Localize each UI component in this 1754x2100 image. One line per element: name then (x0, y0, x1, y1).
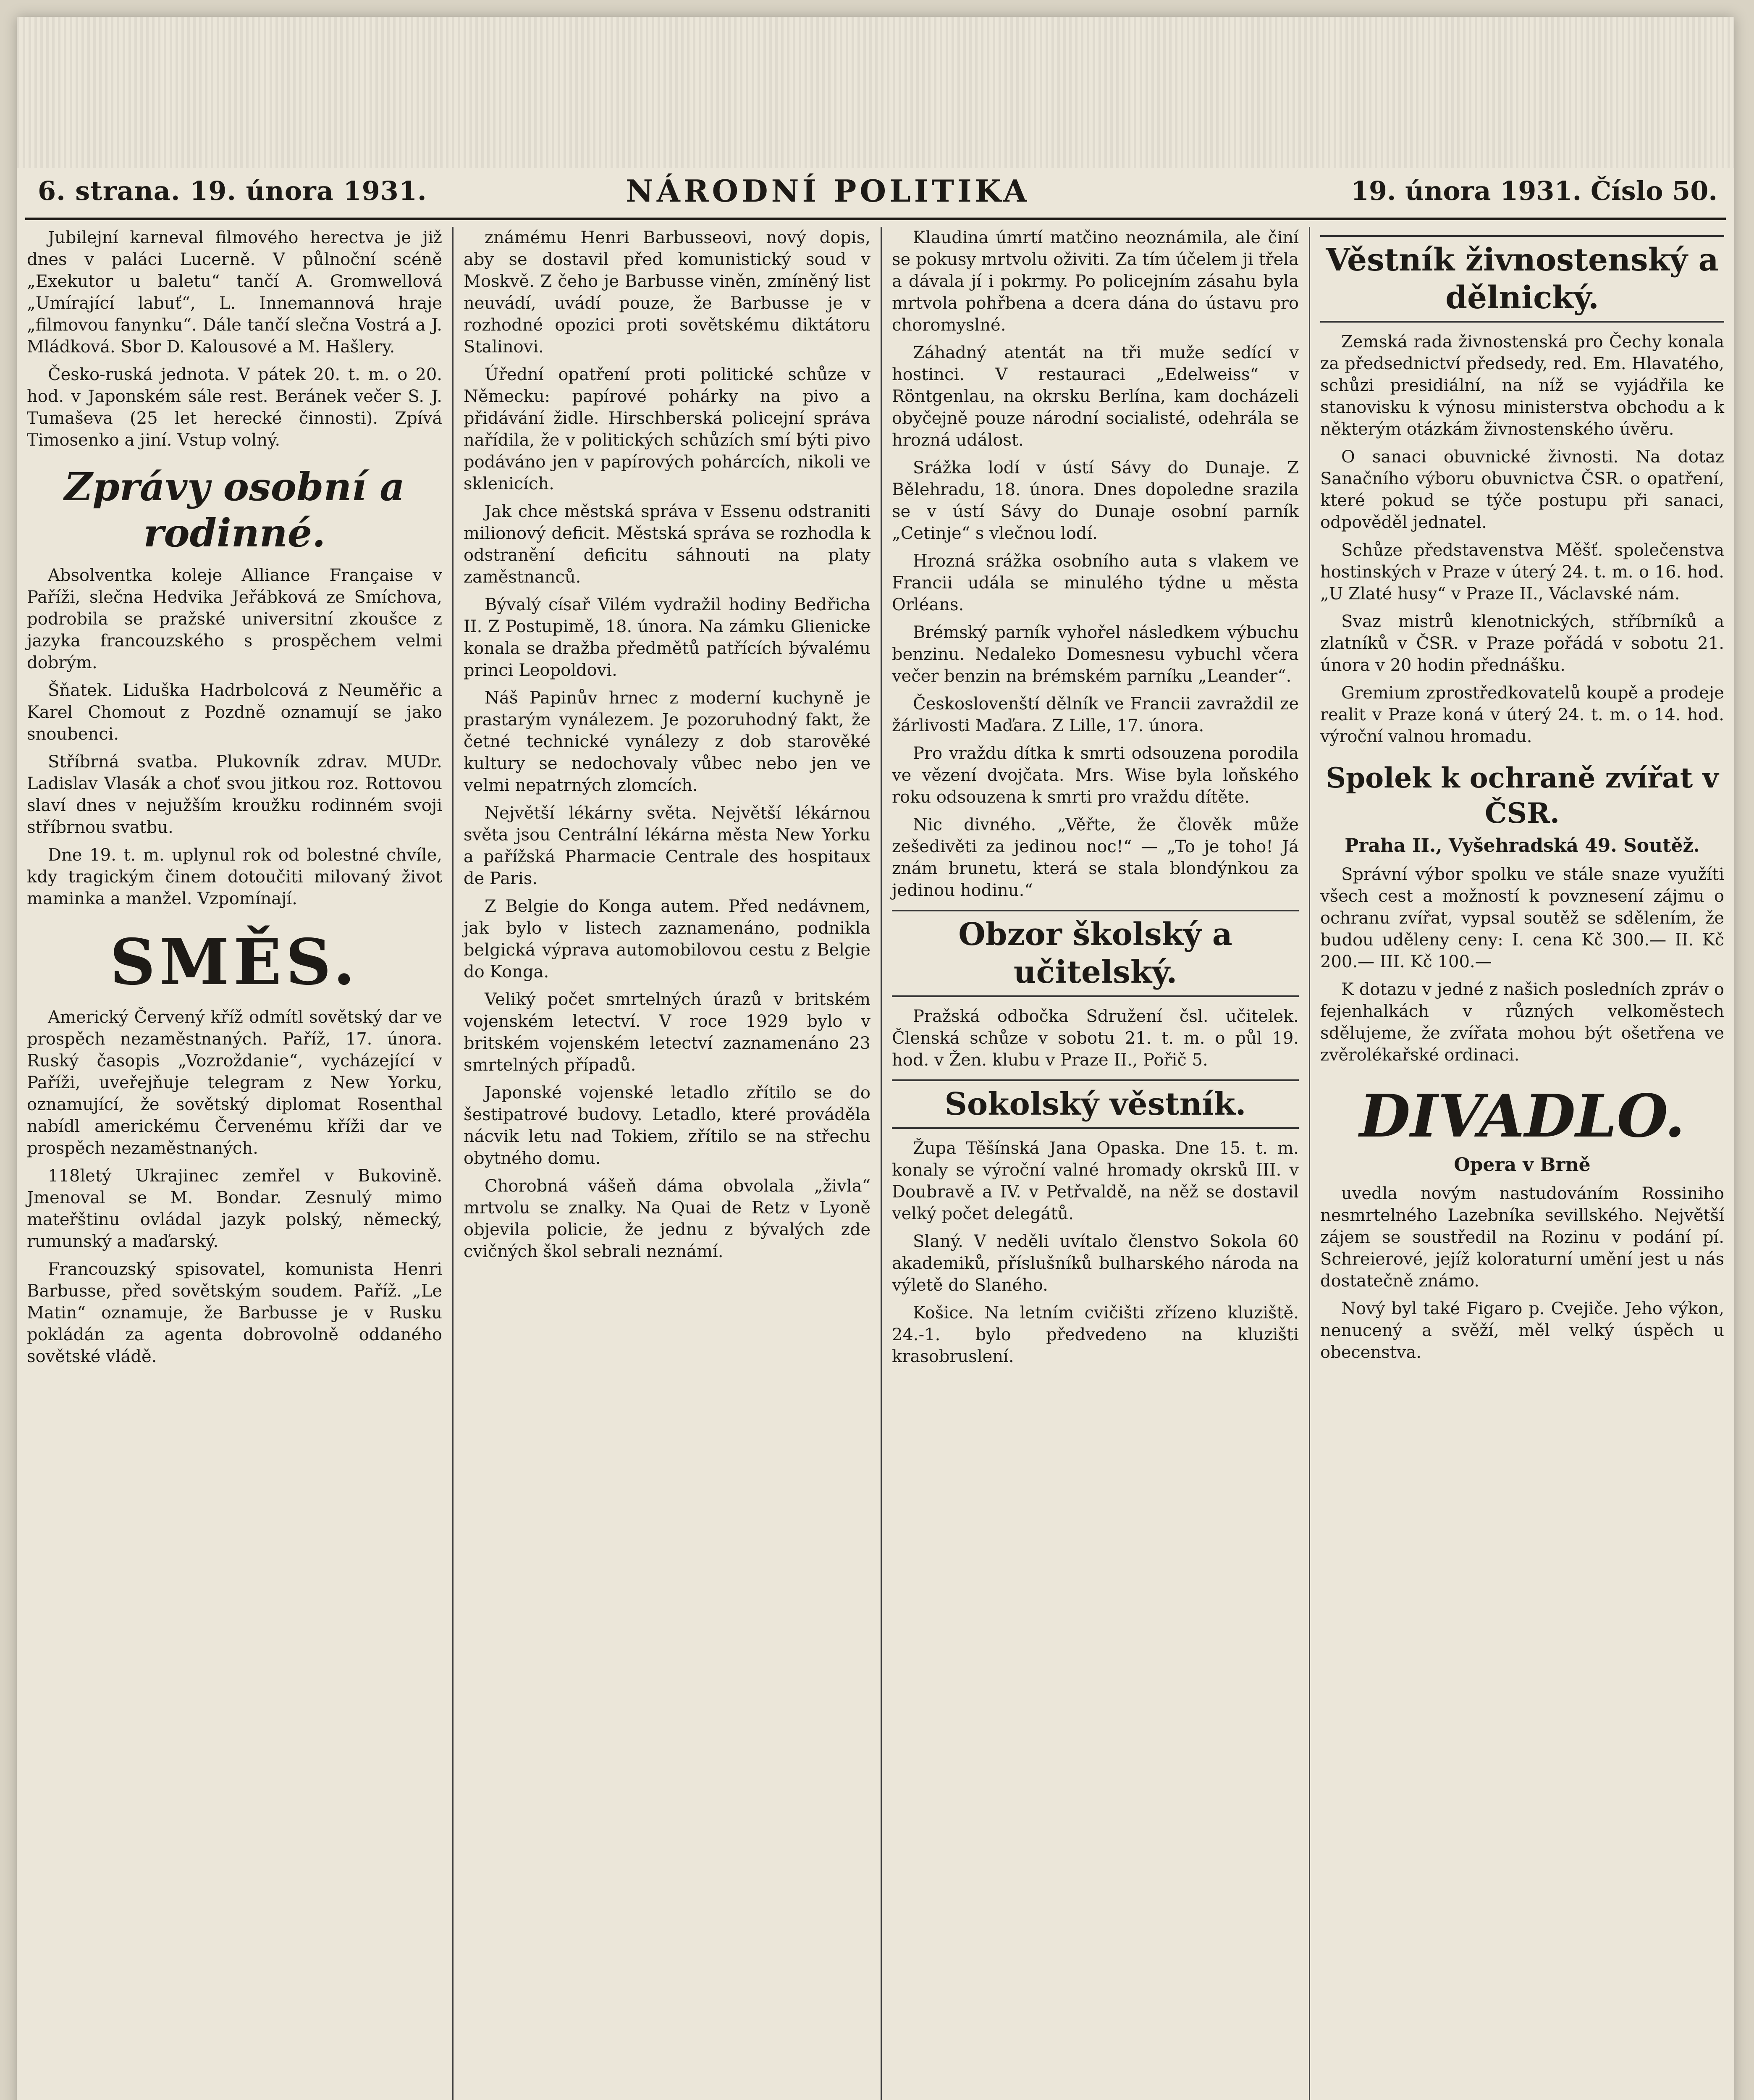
article-text: Pražská odbočka Sdružení čsl. učitelek. Členská schůze v sobotu 21. t. m. o půl 19. hod. v Žen. klubu v Praze II., Pořič 5. (892, 1007, 1299, 1070)
article-text: Veliký počet smrtelných úrazů v britském vojenském letectví. V roce 1929 bylo v britském vojenském letectví zaznamenáno 23 smrtelných případů. (464, 990, 870, 1075)
article-text: Záhadný atentát na tři muže sedící v hostinci. V restauraci „Edelweiss“ v Röntgenlau, na okrsku Berlína, kam docházeli obyčejně pouze národní socialisté, odehrála se hrozná událost. (892, 343, 1299, 450)
article-text: Česko-ruská jednota. V pátek 20. t. m. o 20. hod. v Japonském sále rest. Beránek večer S. J. Tumaševa (25 let herecké činnosti). Zpívá Timosenko a jiní. Vstup volný. (27, 365, 442, 450)
article-text: Nic divného. „Věřte, že člověk může zešedivěti za jedinou noc!“ — „To je toho! Já znám brunetu, která se stala blondýnkou za jedinou hodinu.“ (892, 815, 1299, 900)
column-4 (1310, 227, 1734, 2100)
column-2 (454, 227, 882, 2100)
section-heading: Sokolský věstník. (892, 1079, 1299, 1129)
article-text: Pro vraždu dítka k smrti odsouzena porodila ve vězení dvojčata. Mrs. Wise byla loňského roku odsouzena k smrti pro vraždu dítěte. (892, 744, 1299, 807)
article-text: Chorobná vášeň dáma obvolala „živla“ mrtvolu se znalky. Na Quai de Retz v Lyoně objevila policie, že jednu z bývalých zde cvičných škol sebrali neznámí. (464, 1176, 870, 1261)
article-text: Dne 19. t. m. uplynul rok od bolestné chvíle, kdy tragickým činem dotoučiti milovaný život maminka a manžel. Vzpomínají. (27, 845, 442, 908)
section-heading: Obzor školský a učitelský. (892, 910, 1299, 997)
article-text: Brémský parník vyhořel následkem výbuchu benzinu. Nedaleko Domesnesu vybuchl včera večer benzin na brémském parníku „Leander“. (892, 623, 1299, 686)
article-text: Šňatek. Liduška Hadrbolcová z Neuměřic a Karel Chomout z Pozdně oznamují se jako snoubenci. (27, 681, 442, 744)
article-text: Gremium zprostředkovatelů koupě a prodeje realit v Praze koná v úterý 24. t. m. o 14. hod. výroční valnou hromadu. (1320, 683, 1724, 746)
section-heading: Zprávy osobní a rodinné. (64, 464, 405, 556)
article-text: Hrozná srážka osobního auta s vlakem ve Francii udála se minulého týdne u města Orléans. (892, 551, 1299, 614)
article-text: 118letý Ukrajinec zemřel v Bukovině. Jmenoval se M. Bondar. Zesnulý mimo mateřštinu ovládal jazyk polský, německý, rumunský a maďarský. (27, 1166, 442, 1251)
masthead-rule (25, 218, 1726, 220)
article-text: známému Henri Barbusseovi, nový dopis, aby se dostavil před komunistický soud v Moskvě. Z čeho je Barbusse viněn, zmíněný list neuvádí, uvádí pouze, že Barbusse je v rozhodné opozici proti sovětskému diktátoru Stalinovi. (464, 228, 870, 357)
article-text: Schůze představenstva Měšť. společenstva hostinských v Praze v úterý 24. t. m. o 16. hod. „U Zlaté husy“ v Praze II., Václavské nám. (1320, 541, 1724, 604)
article-text: Absolventka koleje Alliance Française v Paříži, slečna Hedvika Jeřábková ze Smíchova, podrobila se pražské universitní zkoušce z jazyka francouzského s prospěchem velmi dobrým. (27, 566, 442, 672)
section-subheading: Praha II., Vyšehradská 49. Soutěž. (1345, 835, 1700, 856)
section-heading: DIVADLO. (1359, 1082, 1685, 1151)
article-text: Úřední opatření proti politické schůze v Německu: papírové pohárky na pivo a přidávání židle. Hirschberská policejní správa nařídila, že v politických schůzích smí býti pivo podáváno jen v papírových pohárcích, nikoli ve sklenicích. (464, 365, 870, 494)
article-text: O sanaci obuvnické živnosti. Na dotaz Sanačního výboru obuvnictva ČSR. o opatření, které pokud se týče postupu při sanaci, odpověděl jednatel. (1320, 447, 1724, 532)
article-text: K dotazu v jedné z našich posledních zpráv o fejenhalkách v různých velkoměstech sdělujeme, že zvířata mohou být ošetřena ve zvěrolékařské ordinaci. (1320, 980, 1724, 1065)
article-text: Náš Papinův hrnec z moderní kuchyně je prastarým vynálezem. Je pozoruhodný fakt, že četné technické vynálezy z dob starověké kultury se nedochovaly vůbec nebo jen ve velmi nepatrných zlomcích. (464, 688, 870, 795)
article-text: Srážka lodí v ústí Sávy do Dunaje. Z Bělehradu, 18. února. Dnes dopoledne srazila se v ústí Sávy do Dunaje osobní parník „Cetinje“ s vlečnou lodí. (892, 458, 1299, 543)
article-text: Župa Těšínská Jana Opaska. Dne 15. t. m. konaly se výroční valné hromady okrsků III. v Doubravě a IV. v Petřvaldě, na něž se dostavil velký počet delegátů. (892, 1139, 1299, 1223)
section-heading: Věstník živnostenský a dělnický. (1320, 235, 1724, 323)
newspaper-page (17, 17, 1734, 2100)
article-text: Nový byl také Figaro p. Cvejiče. Jeho výkon, nenucený a svěží, měl velký úspěch u obecenstva. (1320, 1299, 1724, 1362)
article-text: Francouzský spisovatel, komunista Henri Barbusse, před sovětským soudem. Paříž. „Le Matin“ oznamuje, že Barbusse je v Rusku pokládán za agenta dobrovolně oddaného sovětské vládě. (27, 1260, 442, 1366)
page-number-date: 6. strana. 19. února 1931. (38, 176, 427, 206)
masthead (17, 168, 1734, 214)
article-text: Svaz mistrů klenotnických, stříbrníků a zlatníků v ČSR. v Praze pořádá v sobotu 21. února v 20 hodin přednášku. (1320, 612, 1724, 675)
article-text: Největší lékárny světa. Největší lékárnou světa jsou Centrální lékárna města New Yorku a pařížská Pharmacie Centrale des hospitaux de Paris. (464, 803, 870, 888)
article-text: Americký Červený kříž odmítl sovětský dar ve prospěch nezaměstnaných. Paříž, 17. února. Ruský časopis „Vozroždanie“, vycházející v Paříži, uveřejňuje telegram z New Yorku, oznamující, že sovětský diplomat Rosenthal nabídl americkému Červenému kříži dar ve prospěch nezaměstnaných. (27, 1008, 442, 1158)
article-text: Stříbrná svatba. Plukovník zdrav. MUDr. Ladislav Vlasák a choť svou jitkou roz. Rottovou slaví dnes v nejužším kroužku rodinném svoji stříbrnou svatbu. (27, 752, 442, 837)
column-1 (17, 227, 454, 2100)
article-text: Košice. Na letním cvičišti zřízeno kluziště. 24.-1. bylo předvedeno na kluzišti krasobruslení. (892, 1303, 1299, 1366)
article-text: Z Belgie do Konga autem. Před nedávnem, jak bylo v listech zaznamenáno, podnikla belgická výprava automobilovou cestu z Belgie do Konga. (464, 897, 870, 982)
article-text: Klaudina úmrtí matčino neoznámila, ale činí se pokusy mrtvolu oživiti. Za tím účelem ji třela a dávala jí i pokrmy. Po policejním zásahu byla mrtvola pohřbena a dcera dána do ústavu pro choromyslné. (892, 228, 1299, 335)
section-subheading: Opera v Brně (1454, 1154, 1591, 1176)
article-text: Slaný. V neděli uvítalo členstvo Sokola 60 akademiků, příslušníků bulharského národa na výletě do Slaného. (892, 1232, 1299, 1295)
issue-number-date: 19. února 1931. Číslo 50. (1350, 176, 1717, 206)
article-text: Českoslovenští dělník ve Francii zavraždil ze žárlivosti Maďara. Z Lille, 17. února. (892, 694, 1299, 735)
section-heading: Spolek k ochraně zvířat v ČSR. (1326, 761, 1719, 830)
newspaper-title: NÁRODNÍ POLITIKA (626, 173, 1030, 209)
article-text: Jak chce městská správa v Essenu odstraniti milionový deficit. Městská správa se rozhodla k odstranění deficitu sáhnouti na platy zaměstnanců. (464, 502, 870, 587)
article-text: Jubilejní karneval filmového herectva je již dnes v paláci Lucerně. V půlnoční scéně „Exekutor u baletu“ tančí A. Gromwellová „Umírající labuť“, L. Innemannová hraje „filmovou fanynku“. Dále tančí slečna Vostrá a J. Mládková. Sbor D. Kalousové a M. Hašlery. (27, 228, 442, 357)
article-text: Japonské vojenské letadlo zřítilo se do šestipatrové budovy. Letadlo, které prováděla nácvik letu nad Tokiem, zřítilo se na střechu obytného domu. (464, 1083, 870, 1168)
article-text: uvedla novým nastudováním Rossiniho nesmrtelného Lazebníka sevillského. Největší zájem se soustředil na Rozinu v podání pí. Schreierové, jejíž koloraturní umění jest u nás dostatečně známo. (1320, 1184, 1724, 1291)
print-smudge (17, 17, 1734, 168)
article-text: Správní výbor spolku ve stále snaze využíti všech cest a možností k povznesení zájmu o ochranu zvířat, vypsal soutěž se sdělením, že budou uděleny ceny: I. cena Kč 300.— II. Kč 200.— III. Kč 100.— (1320, 865, 1724, 971)
column-3 (882, 227, 1310, 2100)
article-text: Zemská rada živnostenská pro Čechy konala za předsednictví předsedy, red. Em. Hlavatého, schůzi presidiální, na níž se vyjádřila ke stanovisku k výnosu ministerstva obchodu a k některým otázkám živnostenského úvěru. (1320, 332, 1724, 439)
article-text: Bývalý císař Vilém vydražil hodiny Bedřicha II. Z Postupimě, 18. února. Na zámku Glienicke konala se dražba předmětů patřících bývalému princi Leopoldovi. (464, 595, 870, 680)
section-heading: SMĚS. (110, 925, 359, 999)
